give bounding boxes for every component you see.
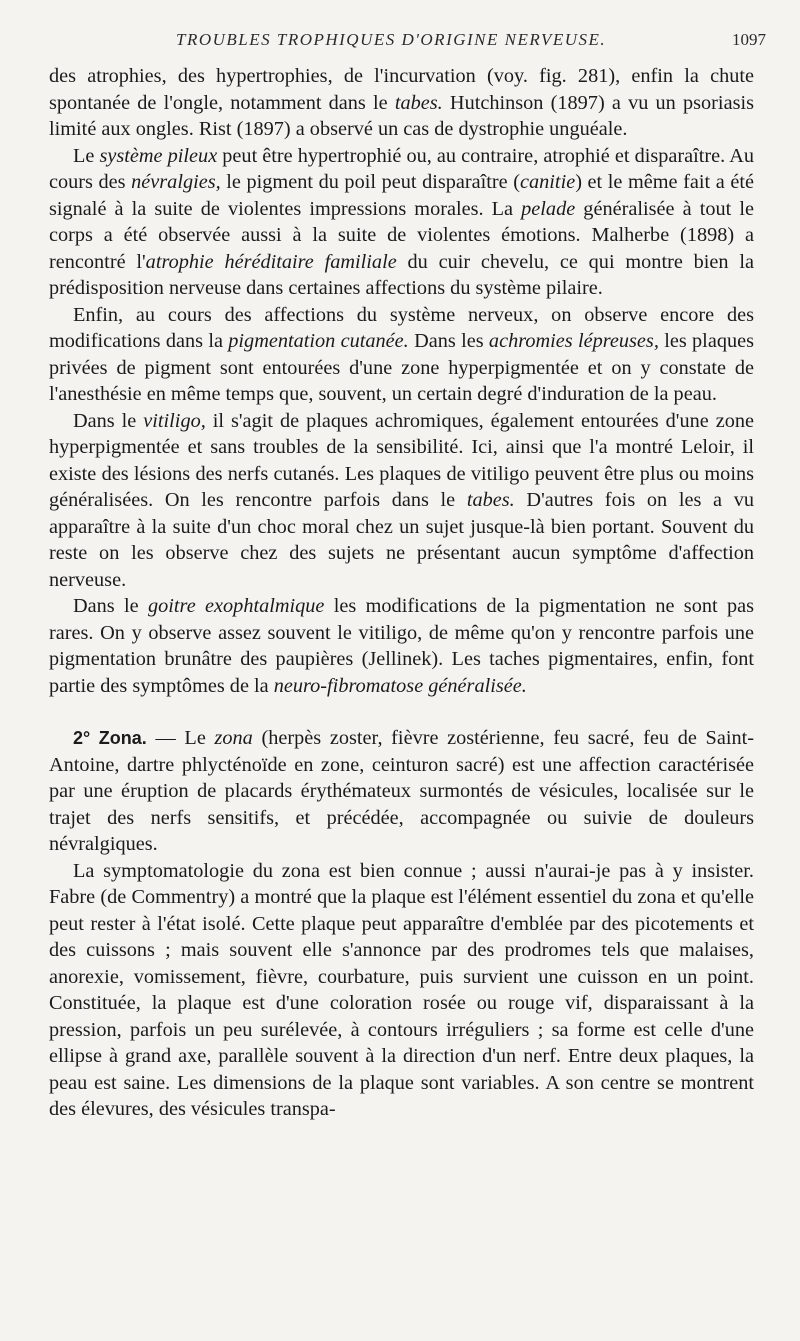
running-head: [0, 30, 800, 58]
text-run: peut être hypertrophié ou, au contraire, atrophié et disparaître. Au cours des: [49, 144, 755, 193]
text-run: des atrophies, des hypertrophies, de l'incurvation (voy. fig. 281), enfin la chute spontanée de l'ongle, notamment dans le: [49, 65, 754, 114]
text-run: Dans les: [408, 330, 489, 352]
italic-run: tabes.: [394, 91, 443, 114]
running-title: TROUBLES TROPHIQUES D'ORIGINE NERVEUSE.: [176, 30, 607, 49]
italic-run: vitiligo,: [143, 409, 206, 432]
italic-run: zona: [214, 727, 253, 749]
paragraph: [49, 302, 754, 408]
italic-run: neuro-fibromatose généralisée.: [273, 674, 527, 697]
section-paragraph-zona: [49, 725, 754, 858]
italic-run: tabes.: [466, 489, 515, 511]
italic-run: pigmentation cutanée.: [228, 330, 409, 352]
italic-run: névralgies,: [131, 171, 221, 193]
page-number: 1097: [732, 30, 766, 49]
text-run: du cuir chevelu, ce qui montre bien la prédisposition nerveuse dans certaines affections du système pilaire.: [49, 250, 754, 299]
text-run: les modifications de la pigmentation ne sont pas rares. On y observe assez souvent le vitiligo, de même qu'on y rencontre parfois une pigmentation brunâtre des paupières (Jellinek). Les taches pigmentaires, enfin, font partie des symptômes de la: [49, 595, 754, 697]
text-run: ) et le même fait a été signalé à la suite de violentes impressions morales. La: [49, 171, 754, 220]
text-run: Dans le: [73, 409, 144, 432]
italic-run: pelade: [521, 197, 576, 220]
text-run: généralisée à tout le corps a été observée aussi à la suite de violentes émotions. Malherbe (1898) a rencontré l': [49, 197, 754, 273]
section-heading: 2° Zona.: [73, 728, 147, 748]
paragraph: [49, 408, 754, 594]
text-run: D'autres fois on les a vu apparaître à la suite d'un choc moral chez un sujet jusque-là bien portant. Souvent du reste on les observe chez des sujets ne présentant aucun symptôme d'affection nerveuse.: [49, 489, 754, 591]
italic-run: système pileux: [99, 144, 218, 167]
text-run: Hutchinson (1897) a vu un psoriasis limité aux ongles. Rist (1897) a observé un cas de dystrophie unguéale.: [49, 91, 754, 140]
text-run: Enfin, au cours des affections du système nerveux, on observe encore des modifications dans la: [49, 303, 754, 352]
paragraph: [49, 63, 754, 143]
italic-run: atrophie héréditaire familiale: [145, 250, 397, 273]
paragraph: [49, 143, 754, 302]
text-run: Le: [73, 144, 100, 167]
paragraph: [49, 593, 754, 699]
italic-run: achromies lépreuses,: [488, 330, 659, 352]
paragraph: [49, 858, 754, 1123]
italic-run: goitre exophtalmique: [148, 595, 325, 617]
text-run: La symptomatologie du zona est bien connue ; aussi n'aurai-je pas à y insister. Fabre (de Commentry) a montré que la plaque est l'élément essentiel du zona et qu'elle peut rester à l'état isolé. Cette plaque peut apparaître d'emblée par des picotements et des cuissons ; mais souvent elle s'annonce par des prodromes tels que malaises, anorexie, vomissement, fièvre, courbature, puis survient une cuisson en un point. Constituée, la plaque est d'une coloration rosée ou rouge vif, disparaissant à la pression, parfois un peu surélevée, à contours irréguliers ; sa forme est celle d'une ellipse à grand axe, parallèle souvent à la direction d'un nerf. Entre deux plaques, la peau est saine. Les dimensions de la plaque sont variables. A son centre se montrent des élevures, des vésicules transpa-: [49, 859, 754, 1120]
body-text: [49, 63, 754, 1123]
text-run: (herpès zoster, fièvre zostérienne, feu sacré, feu de Saint-Antoine, dartre phlycténoïde en zone, ceinturon sacré) est une affection caractérisée par une éruption de placards érythémateux surmontés de vésicules, localisée sur le trajet des nerfs sensitifs, et précédée, accompagnée ou suivie de douleurs névralgiques.: [49, 727, 754, 855]
text-run: les plaques privées de pigment sont entourées d'une zone hyperpigmentée et on y constate de l'anesthésie en même temps que, souvent, un certain degré d'induration de la peau.: [49, 330, 754, 405]
italic-run: canitie: [520, 171, 576, 193]
text-run: Dans le: [73, 595, 148, 617]
text-run: le pigment du poil peut disparaître (: [220, 171, 521, 193]
text-run: — Le: [146, 727, 215, 749]
text-run: il s'agit de plaques achromiques, également entourées d'une zone hyperpigmentée et sans troubles de la sensibilité. Ici, ainsi que l'a montré Leloir, il existe des lésions des nerfs cutanés. Les plaques de vitiligo peuvent être plus ou moins généralisées. On les rencontre parfois dans le: [49, 409, 754, 511]
